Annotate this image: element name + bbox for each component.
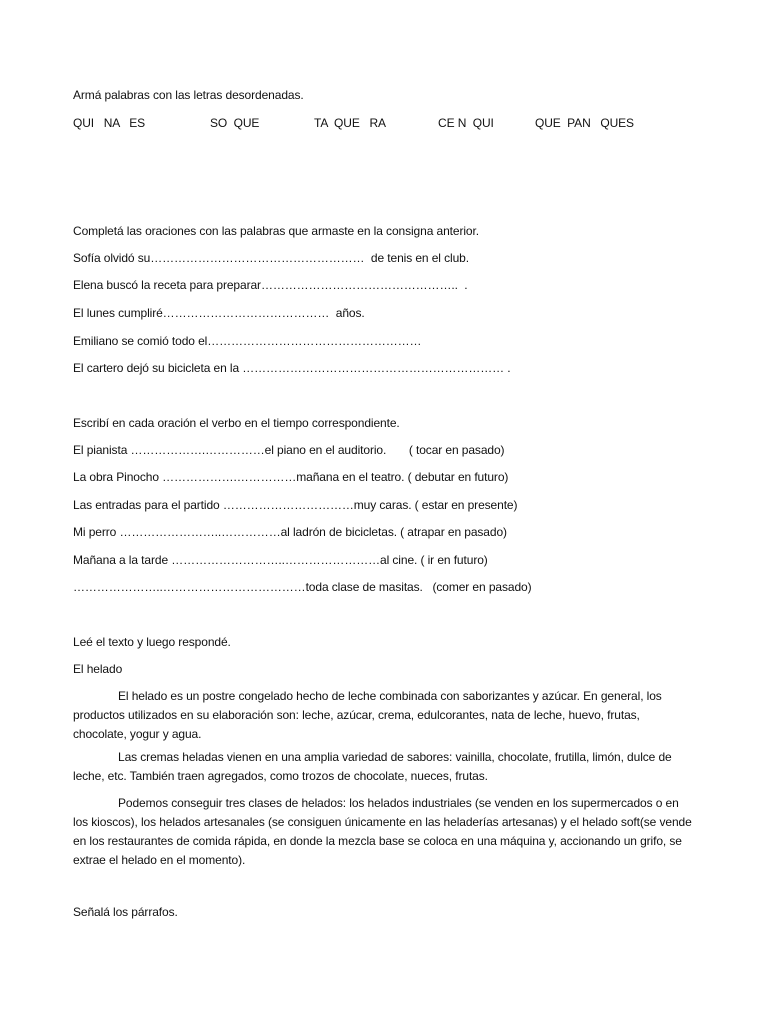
sentence-verb-2: La obra Pinocho ……………….……………mañana en el teatro. ( debutar en futuro)	[73, 470, 509, 484]
sentence-verb-4: Mi perro ……………………..……………al ladrón de bicicletas. ( atrapar en pasado)	[73, 525, 507, 539]
sentence-verb-5: Mañana a la tarde ………………………..……………………al cine. ( ir en futuro)	[73, 553, 488, 567]
sentence-verb-1: El pianista ……………….……………el piano en el auditorio. ( tocar en pasado)	[73, 443, 505, 457]
sentence-verb-3: Las entradas para el partido ……………………………muy caras. ( estar en presente)	[73, 498, 518, 512]
instruction-reading: Leé el texto y luego respondé.	[73, 635, 231, 649]
instruction-verbs: Escribí en cada oración el verbo en el tiempo correspondiente.	[73, 416, 400, 430]
scrambled-word-5: QUE PAN QUES	[535, 116, 634, 130]
sentence-complete-5: El cartero dejó su bicicleta en la ………………………………………………………… .	[73, 361, 511, 375]
sentence-complete-3: El lunes cumpliré…………………………………… años.	[73, 306, 365, 320]
scrambled-word-4: CE N QUI	[438, 116, 494, 130]
scrambled-word-2: SO QUE	[210, 116, 260, 130]
paragraph-1: El helado es un postre congelado hecho de leche combinada con saborizantes y azúcar. En general, los productos utilizados en su elaboración son: leche, azúcar, crema, edulcorantes, nata de leche, huevo, frutas, chocolate, yogur y agua.	[73, 689, 662, 741]
scrambled-word-1: QUI NA ES	[73, 116, 146, 130]
sentence-complete-1: Sofía olvidó su……………………………………………… de tenis en el club.	[73, 251, 469, 265]
paragraph-2: Las cremas heladas vienen en una amplia variedad de sabores: vainilla, chocolate, frutilla, limón, dulce de leche, etc. También traen agregados, como trozos de chocolate, nueces, frutas.	[73, 750, 672, 783]
question: Señalá los párrafos.	[73, 905, 178, 919]
paragraph-3: Podemos conseguir tres clases de helados: los helados industriales (se venden en los supermercados o en los kioscos), los helados artesanales (se consiguen únicamente en las heladerías artesanas) y el helado soft(se vende en los restaurantes de comida rápida, en donde la mezcla base se coloca en una máquina y, accionando un grifo, se extrae el helado en el momento).	[73, 796, 692, 867]
instruction-scramble: Armá palabras con las letras desordenadas.	[73, 88, 304, 102]
sentence-complete-2: Elena buscó la receta para preparar………………………………………….. .	[73, 278, 468, 292]
instruction-complete: Completá las oraciones con las palabras que armaste en la consigna anterior.	[73, 224, 479, 238]
scrambled-word-3: TA QUE RA	[314, 116, 386, 130]
text-title: El helado	[73, 662, 123, 676]
sentence-verb-6: …………………..………………………………toda clase de masitas. (comer en pasado)	[73, 580, 532, 594]
sentence-complete-4: Emiliano se comió todo el………………………………………………	[73, 334, 422, 348]
